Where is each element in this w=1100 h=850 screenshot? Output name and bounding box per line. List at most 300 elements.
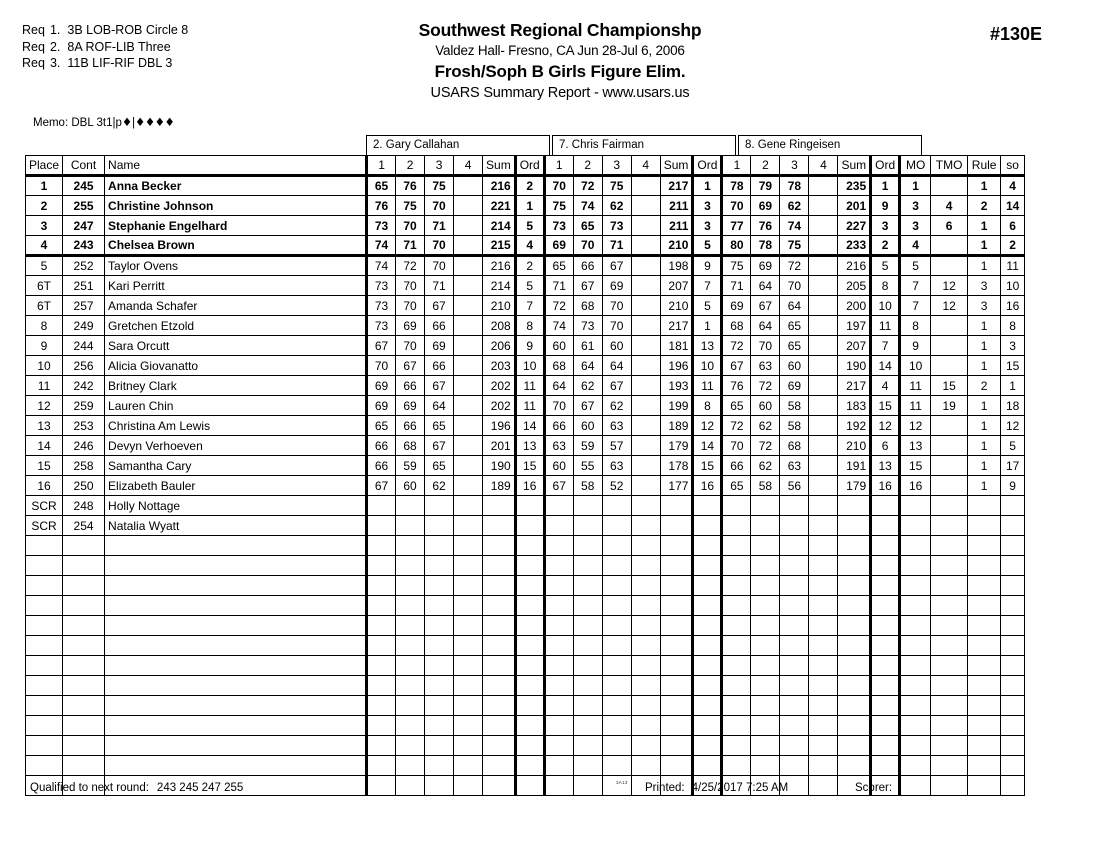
cell-tmo <box>931 356 968 376</box>
cell-cont <box>63 676 105 696</box>
cell-j3-score-3: 78 <box>780 176 809 196</box>
cell-j3-ord <box>871 616 900 636</box>
cell-j1-ord <box>515 716 544 736</box>
col-j1-score-2: 2 <box>396 156 425 176</box>
cell-name: Gretchen Etzold <box>105 316 367 336</box>
cell-place: 8 <box>26 316 63 336</box>
cell-j2-sum: 207 <box>660 276 693 296</box>
cell-j2-score-4 <box>631 376 660 396</box>
table-row <box>26 496 1025 516</box>
cell-j1-score-4 <box>454 396 483 416</box>
cell-j3-score-4 <box>809 696 838 716</box>
cell-tmo <box>931 716 968 736</box>
cell-name: Devyn Verhoeven <box>105 436 367 456</box>
cell-j1-sum: 215 <box>483 236 516 256</box>
cell-j1-score-1: 73 <box>367 316 396 336</box>
table-row <box>26 276 1025 296</box>
cell-j1-score-4 <box>454 676 483 696</box>
cell-j2-sum: 217 <box>660 316 693 336</box>
table-row <box>26 176 1025 196</box>
cell-mo <box>900 616 931 636</box>
cell-j3-score-1 <box>722 536 751 556</box>
cell-j3-score-4 <box>809 276 838 296</box>
cell-tmo <box>931 696 968 716</box>
cell-j3-sum: 183 <box>838 396 871 416</box>
cell-j2-ord <box>693 536 722 556</box>
cell-j3-sum <box>838 576 871 596</box>
cell-j1-sum: 202 <box>483 396 516 416</box>
col-j2-score-4: 4 <box>631 156 660 176</box>
cell-j1-score-2: 69 <box>396 316 425 336</box>
cell-cont <box>63 696 105 716</box>
cell-j1-score-3 <box>425 536 454 556</box>
cell-j1-score-2 <box>396 776 425 796</box>
cell-j1-score-2: 71 <box>396 236 425 256</box>
cell-j3-score-2: 58 <box>751 476 780 496</box>
cell-j3-score-2: 62 <box>751 456 780 476</box>
cell-j3-score-1 <box>722 736 751 756</box>
cell-j1-score-1: 66 <box>367 456 396 476</box>
cell-j3-score-4 <box>809 296 838 316</box>
cell-j2-score-2: 73 <box>573 316 602 336</box>
cell-so <box>1001 776 1025 796</box>
cell-so: 4 <box>1001 176 1025 196</box>
cell-j1-score-2: 70 <box>396 336 425 356</box>
cell-j1-score-2: 70 <box>396 216 425 236</box>
cell-j1-sum: 190 <box>483 456 516 476</box>
col-mo: MO <box>900 156 931 176</box>
cell-j2-score-4 <box>631 476 660 496</box>
cell-j1-score-3 <box>425 776 454 796</box>
cell-j2-sum <box>660 576 693 596</box>
cell-j3-score-1 <box>722 756 751 776</box>
cell-place <box>26 576 63 596</box>
cell-name: Elizabeth Bauler <box>105 476 367 496</box>
cell-j3-score-1: 70 <box>722 196 751 216</box>
cell-j2-score-1 <box>544 676 573 696</box>
cell-j3-sum: 197 <box>838 316 871 336</box>
cell-mo: 11 <box>900 376 931 396</box>
cell-mo <box>900 736 931 756</box>
cell-place: 6T <box>26 296 63 316</box>
cell-j1-sum <box>483 556 516 576</box>
cell-j3-sum: 205 <box>838 276 871 296</box>
cell-j2-sum <box>660 656 693 676</box>
cell-j2-sum: 217 <box>660 176 693 196</box>
cell-rule: 1 <box>968 416 1001 436</box>
cell-j2-score-3 <box>602 696 631 716</box>
cell-j3-score-1: 78 <box>722 176 751 196</box>
table-row-blank <box>26 556 1025 576</box>
cell-j3-score-2: 63 <box>751 356 780 376</box>
cell-j1-score-3 <box>425 556 454 576</box>
cell-j2-ord <box>693 576 722 596</box>
table-row <box>26 196 1025 216</box>
cell-j2-sum: 211 <box>660 216 693 236</box>
col-j2-ord: Ord <box>693 156 722 176</box>
cell-j3-score-2: 67 <box>751 296 780 316</box>
qualified-label: Qualified to next round: <box>30 782 149 794</box>
cell-j2-score-2: 60 <box>573 416 602 436</box>
cell-j1-sum <box>483 636 516 656</box>
cell-j3-score-4 <box>809 716 838 736</box>
cell-j3-score-1 <box>722 516 751 536</box>
cell-j1-score-2 <box>396 576 425 596</box>
cell-place: 9 <box>26 336 63 356</box>
cell-j1-score-4 <box>454 336 483 356</box>
cell-j2-score-4 <box>631 596 660 616</box>
cell-j1-sum: 210 <box>483 296 516 316</box>
cell-j1-score-1 <box>367 736 396 756</box>
cell-j2-ord: 15 <box>693 456 722 476</box>
table-row <box>26 476 1025 496</box>
cell-j3-score-1: 75 <box>722 256 751 276</box>
cell-j2-score-2: 68 <box>573 296 602 316</box>
cell-j3-sum <box>838 596 871 616</box>
cell-j3-score-1: 69 <box>722 296 751 316</box>
cell-rule: 1 <box>968 176 1001 196</box>
cell-j3-score-4 <box>809 656 838 676</box>
cell-j1-score-2 <box>396 496 425 516</box>
cell-place: 3 <box>26 216 63 236</box>
cell-j2-ord <box>693 556 722 576</box>
cell-place: SCR <box>26 496 63 516</box>
cell-j2-score-2: 67 <box>573 396 602 416</box>
cell-j1-score-1 <box>367 596 396 616</box>
cell-rule: 1 <box>968 256 1001 276</box>
cell-j3-score-4 <box>809 396 838 416</box>
cell-j1-sum: 214 <box>483 276 516 296</box>
cell-name <box>105 616 367 636</box>
cell-j1-sum <box>483 736 516 756</box>
cell-j1-score-1 <box>367 536 396 556</box>
cell-j3-score-1 <box>722 556 751 576</box>
cell-j1-sum <box>483 656 516 676</box>
cell-cont: 247 <box>63 216 105 236</box>
cell-name <box>105 636 367 656</box>
cell-j1-ord <box>515 516 544 536</box>
cell-j2-score-3: 71 <box>602 236 631 256</box>
cell-j3-ord <box>871 496 900 516</box>
cell-rule <box>968 696 1001 716</box>
cell-j1-ord <box>515 776 544 796</box>
cell-tmo <box>931 336 968 356</box>
cell-so: 18 <box>1001 396 1025 416</box>
cell-so: 11 <box>1001 256 1025 276</box>
cell-j3-score-2 <box>751 536 780 556</box>
requirement-text: 8A ROF-LIB Three <box>67 39 171 54</box>
cell-j1-score-3 <box>425 756 454 776</box>
cell-j3-score-4 <box>809 496 838 516</box>
cell-cont: 246 <box>63 436 105 456</box>
cell-tmo: 12 <box>931 296 968 316</box>
cell-tmo <box>931 256 968 276</box>
cell-j1-score-3: 64 <box>425 396 454 416</box>
cell-so: 3 <box>1001 336 1025 356</box>
cell-rule: 1 <box>968 216 1001 236</box>
cell-j2-score-4 <box>631 456 660 476</box>
cell-j1-score-3: 75 <box>425 176 454 196</box>
cell-j3-sum <box>838 656 871 676</box>
cell-j2-score-4 <box>631 436 660 456</box>
cell-j2-ord: 3 <box>693 196 722 216</box>
cell-j3-score-4 <box>809 776 838 796</box>
cell-j1-score-4 <box>454 436 483 456</box>
cell-j1-score-3 <box>425 676 454 696</box>
cell-name <box>105 596 367 616</box>
cell-cont <box>63 736 105 756</box>
cell-j2-ord: 3 <box>693 216 722 236</box>
cell-cont: 252 <box>63 256 105 276</box>
cell-j2-score-2 <box>573 616 602 636</box>
requirement-label: Req <box>22 56 45 70</box>
cell-j2-score-1: 60 <box>544 456 573 476</box>
cell-j1-ord: 5 <box>515 216 544 236</box>
cell-j2-ord <box>693 496 722 516</box>
cell-tmo <box>931 776 968 796</box>
cell-j1-score-1 <box>367 496 396 516</box>
cell-j2-score-4 <box>631 176 660 196</box>
cell-j1-ord <box>515 696 544 716</box>
cell-name: Samantha Cary <box>105 456 367 476</box>
cell-j2-score-3 <box>602 776 631 796</box>
cell-j1-score-1: 65 <box>367 416 396 436</box>
cell-j2-ord: 1 <box>693 176 722 196</box>
cell-j2-score-1: 66 <box>544 416 573 436</box>
cell-j1-ord: 10 <box>515 356 544 376</box>
cell-j2-score-1: 70 <box>544 176 573 196</box>
cell-j2-score-1 <box>544 616 573 636</box>
col-j2-score-3: 3 <box>602 156 631 176</box>
cell-j2-score-4 <box>631 516 660 536</box>
cell-j1-ord <box>515 576 544 596</box>
cell-j1-score-4 <box>454 536 483 556</box>
requirement-number: 2. <box>49 39 61 54</box>
cell-j2-sum: 199 <box>660 396 693 416</box>
cell-j3-score-2: 60 <box>751 396 780 416</box>
cell-j3-score-3: 62 <box>780 196 809 216</box>
cell-j2-score-4 <box>631 556 660 576</box>
cell-j1-score-3: 65 <box>425 456 454 476</box>
cell-j1-score-3 <box>425 696 454 716</box>
cell-mo <box>900 576 931 596</box>
cell-j2-score-4 <box>631 616 660 636</box>
cell-j3-score-2 <box>751 736 780 756</box>
cell-tmo <box>931 516 968 536</box>
cell-j3-score-4 <box>809 636 838 656</box>
cell-place: 13 <box>26 416 63 436</box>
col-place: Place <box>26 156 63 176</box>
cell-cont: 257 <box>63 296 105 316</box>
col-j1-sum: Sum <box>483 156 516 176</box>
cell-j2-score-4 <box>631 316 660 336</box>
cell-tmo <box>931 636 968 656</box>
judge-header-2: 7. Chris Fairman <box>552 135 736 155</box>
col-j1-score-4: 4 <box>454 156 483 176</box>
cell-cont: 245 <box>63 176 105 196</box>
cell-so: 15 <box>1001 356 1025 376</box>
cell-j1-score-2 <box>396 536 425 556</box>
table-row <box>26 316 1025 336</box>
cell-j3-score-4 <box>809 196 838 216</box>
cell-j1-sum <box>483 536 516 556</box>
cell-j2-score-1 <box>544 776 573 796</box>
cell-j1-score-4 <box>454 456 483 476</box>
cell-j2-ord: 16 <box>693 476 722 496</box>
cell-j1-score-3: 71 <box>425 216 454 236</box>
cell-j1-score-3: 65 <box>425 416 454 436</box>
cell-j2-sum <box>660 676 693 696</box>
cell-j3-score-4 <box>809 756 838 776</box>
cell-tmo <box>931 236 968 256</box>
cell-j3-sum: 191 <box>838 456 871 476</box>
cell-name: Stephanie Engelhard <box>105 216 367 236</box>
printed-label: Printed: <box>645 782 685 794</box>
cell-j1-score-1 <box>367 616 396 636</box>
cell-j2-sum <box>660 636 693 656</box>
cell-j3-ord: 16 <box>871 476 900 496</box>
cell-j2-sum: 198 <box>660 256 693 276</box>
cell-j2-sum <box>660 536 693 556</box>
cell-name <box>105 576 367 596</box>
cell-mo: 7 <box>900 276 931 296</box>
cell-j1-score-4 <box>454 476 483 496</box>
cell-mo <box>900 496 931 516</box>
memo-text: DBL 3t1|p <box>71 117 122 129</box>
cell-so <box>1001 616 1025 636</box>
memo-block <box>33 115 174 129</box>
cell-rule: 3 <box>968 276 1001 296</box>
cell-so: 1 <box>1001 376 1025 396</box>
cell-j3-sum <box>838 696 871 716</box>
cell-j1-ord: 2 <box>515 256 544 276</box>
cell-j2-ord: 11 <box>693 376 722 396</box>
cell-j2-ord: 1 <box>693 316 722 336</box>
memo-label: Memo: <box>33 117 69 129</box>
table-row <box>26 396 1025 416</box>
cell-j2-ord <box>693 676 722 696</box>
cell-j1-ord <box>515 616 544 636</box>
cell-j3-score-3 <box>780 576 809 596</box>
cell-j2-ord: 10 <box>693 356 722 376</box>
cell-j2-sum: 210 <box>660 236 693 256</box>
cell-j2-score-2 <box>573 656 602 676</box>
cell-j1-score-2 <box>396 676 425 696</box>
cell-j3-sum: 216 <box>838 256 871 276</box>
cell-j1-sum: 208 <box>483 316 516 336</box>
cell-j1-ord <box>515 556 544 576</box>
cell-j3-ord <box>871 516 900 536</box>
cell-cont <box>63 656 105 676</box>
table-row-blank <box>26 656 1025 676</box>
cell-j3-score-3 <box>780 636 809 656</box>
cell-j2-score-1 <box>544 636 573 656</box>
cell-name: Britney Clark <box>105 376 367 396</box>
cell-j3-score-1 <box>722 696 751 716</box>
cell-j1-ord: 4 <box>515 236 544 256</box>
cell-cont <box>63 576 105 596</box>
cell-j3-score-1: 76 <box>722 376 751 396</box>
cell-j1-score-4 <box>454 236 483 256</box>
cell-j1-score-3 <box>425 596 454 616</box>
cell-j3-score-2 <box>751 716 780 736</box>
cell-j2-score-2: 59 <box>573 436 602 456</box>
cell-j1-score-2: 66 <box>396 416 425 436</box>
cell-j3-score-2 <box>751 556 780 576</box>
table-row-blank <box>26 696 1025 716</box>
cell-j1-score-4 <box>454 496 483 516</box>
cell-j2-ord: 14 <box>693 436 722 456</box>
cell-j2-score-1 <box>544 516 573 536</box>
cell-j1-score-3 <box>425 516 454 536</box>
cell-j1-score-1: 70 <box>367 356 396 376</box>
cell-j2-ord <box>693 516 722 536</box>
cell-j2-score-2 <box>573 596 602 616</box>
cell-j3-score-1: 65 <box>722 396 751 416</box>
cell-j2-score-4 <box>631 676 660 696</box>
cell-j1-sum <box>483 756 516 776</box>
cell-j1-score-4 <box>454 176 483 196</box>
cell-cont: 258 <box>63 456 105 476</box>
printed-value: 4/25/2017 7:25 AM <box>691 782 789 794</box>
cell-j3-score-1: 67 <box>722 356 751 376</box>
cell-j3-score-4 <box>809 256 838 276</box>
cell-j2-ord: 13 <box>693 336 722 356</box>
cell-j1-score-3: 69 <box>425 336 454 356</box>
cell-place <box>26 656 63 676</box>
cell-j2-score-4 <box>631 336 660 356</box>
cell-j2-sum <box>660 696 693 716</box>
cell-so <box>1001 676 1025 696</box>
cell-j2-score-1: 65 <box>544 256 573 276</box>
cell-name: Lauren Chin <box>105 396 367 416</box>
cell-place <box>26 716 63 736</box>
cell-j1-score-2: 69 <box>396 396 425 416</box>
cell-j2-score-2: 58 <box>573 476 602 496</box>
cell-place: 15 <box>26 456 63 476</box>
cell-place <box>26 736 63 756</box>
cell-mo <box>900 776 931 796</box>
cell-j1-score-2 <box>396 636 425 656</box>
cell-j1-sum: 201 <box>483 436 516 456</box>
cell-so: 12 <box>1001 416 1025 436</box>
cell-j2-score-3 <box>602 516 631 536</box>
cell-place <box>26 636 63 656</box>
cell-j3-score-1 <box>722 576 751 596</box>
table-row-blank <box>26 756 1025 776</box>
cell-j2-score-1: 63 <box>544 436 573 456</box>
cell-so: 14 <box>1001 196 1025 216</box>
cell-mo: 10 <box>900 356 931 376</box>
results-table <box>25 155 1025 796</box>
cell-j2-score-1 <box>544 596 573 616</box>
cell-j1-ord: 9 <box>515 336 544 356</box>
cell-j3-ord: 12 <box>871 416 900 436</box>
cell-j3-ord: 2 <box>871 236 900 256</box>
cell-cont <box>63 596 105 616</box>
cell-j2-score-4 <box>631 756 660 776</box>
cell-j1-score-1 <box>367 656 396 676</box>
cell-j1-sum: 206 <box>483 336 516 356</box>
cell-j3-score-4 <box>809 516 838 536</box>
table-row-blank <box>26 736 1025 756</box>
cell-j3-sum <box>838 716 871 736</box>
cell-j2-score-2: 62 <box>573 376 602 396</box>
cell-j1-score-1 <box>367 676 396 696</box>
cell-j3-score-4 <box>809 736 838 756</box>
cell-j3-score-2 <box>751 696 780 716</box>
cell-cont: 249 <box>63 316 105 336</box>
